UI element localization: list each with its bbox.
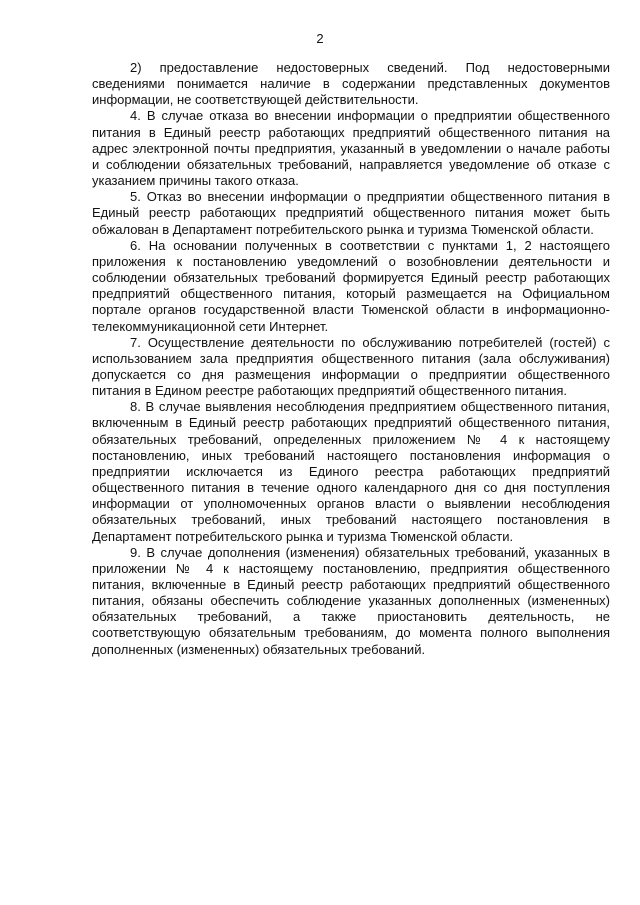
paragraph-item-7: 7. Осуществление деятельности по обслуживанию потребителей (гостей) с использованием зала предприятия общественного питания (зала обслуживания) допускается со дня размещения информации о предприятии общественного питания в Едином реестре работающих предприятий общественного питания.: [92, 334, 610, 399]
paragraph-item-5: 5. Отказ во внесении информации о предприятии общественного питания в Единый реестр работающих предприятий общественного питания может быть обжалован в Департамент потребительского рынка и туризма Тюменской области.: [92, 189, 610, 237]
document-body: [92, 60, 610, 658]
paragraph-item-2: 2) предоставление недостоверных сведений. Под недостоверными сведениями понимается наличие в содержании представленных документов информации, не соответствующей действительности.: [92, 60, 610, 108]
paragraph-item-6: 6. На основании полученных в соответствии с пунктами 1, 2 настоящего приложения к постановлению уведомлений о возобновлении деятельности и соблюдении обязательных требований формируется Единый реестр работающих предприятий общественного питания, который размещается на Официальном портале органов государственной власти Тюменской области в информационно-телекоммуникационной сети Интернет.: [92, 237, 610, 334]
paragraph-item-8: 8. В случае выявления несоблюдения предприятием общественного питания, включенным в Единый реестр работающих предприятий общественного питания, обязательных требований, определенных приложением № 4 к настоящему постановлению, иных требований настоящего постановления информация о предприятии исключается из Единого реестра работающих предприятий общественного питания в течение одного календарного дня со дня поступления информации от уполномоченных органов власти о выявлении несоблюдения обязательных требований, иных требований настоящего постановления в Департамент потребительского рынка и туризма Тюменской области.: [92, 399, 610, 544]
paragraph-item-4: 4. В случае отказа во внесении информации о предприятии общественного питания в Единый реестр работающих предприятий общественного питания на адрес электронной почты предприятия, указанный в уведомлении о начале работы и соблюдении обязательных требований, направляется уведомление об отказе с указанием причины такого отказа.: [92, 108, 610, 189]
paragraph-item-9: 9. В случае дополнения (изменения) обязательных требований, указанных в приложении № 4 к настоящему постановлению, предприятия общественного питания, включенные в Единый реестр работающих предприятий общественного питания, обязаны обеспечить соблюдение указанных дополненных (измененных) обязательных требований, а также приостановить деятельность, не соответствующую обязательным требованиям, до момента полного выполнения дополненных (измененных) обязательных требований.: [92, 544, 610, 657]
page-number: 2: [316, 31, 324, 46]
